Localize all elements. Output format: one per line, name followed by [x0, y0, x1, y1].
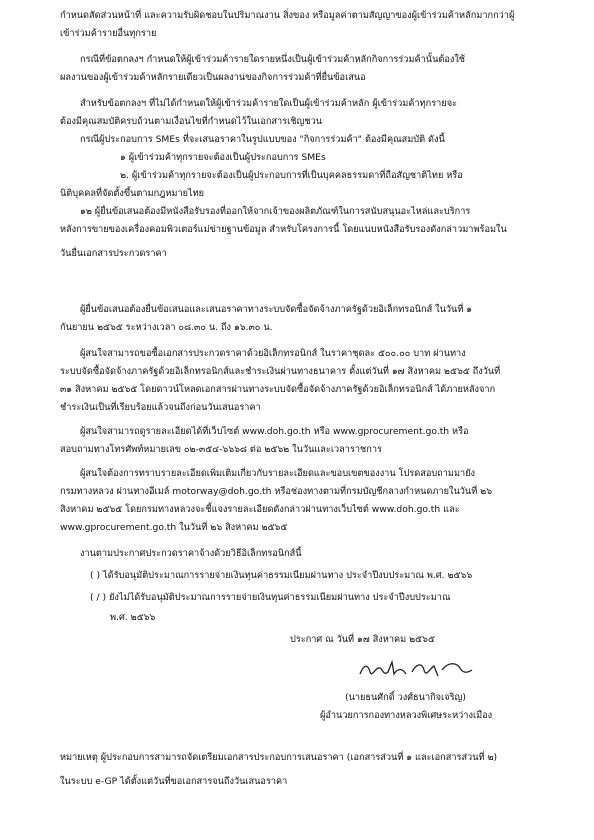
para-line-10: นิติบุคคลที่จัดตั้งขึ้นตามกฎหมายไทย: [60, 188, 205, 199]
para-line-27: www.gprocurement.go.th ในวันที่ ๒๖ สิงหาคม ๒๕๖๕: [60, 522, 288, 533]
para-line-25: กรมทางหลวง ผ่านทางอีเมล์ motorway@doh.go.th หรือช่องทางตามที่กรมบัญชีกลางกำหนดภายในวันที่ ๒๖: [60, 486, 493, 497]
para-line-3: กรณีที่ข้อตกลงฯ กำหนดให้ผู้เข้าร่วมค้ารายใดรายหนึ่งเป็นผู้เข้าร่วมค้าหลักกิจการร่วมค้านั้นต้องใช้: [80, 54, 466, 65]
para-line-6: ต้องมีคุณสมบัติครบถ้วนตามเงื่อนไขที่กำหนดไว้ในเอกสารเชิญชวน: [60, 116, 323, 127]
footnote-line-2: ในระบบ e-GP ได้ตั้งแต่วันที่ขอเอกสารจนถึงวันเสนอราคา: [60, 776, 288, 787]
para-line-19: ระบบจัดซื้อจัดจ้างภาครัฐด้วยอิเล็กทรอนิกส์และชำระเงินผ่านทางธนาคาร ตั้งแต่วันที่ ๑๗ สิงหาคม ๒๕๖๕ ถึงวันที่: [60, 366, 501, 377]
footnote-line-1: หมายเหตุ ผู้ประกอบการสามารถจัดเตรียมเอกสารประกอบการเสนอราคา (เอกสารส่วนที่ ๑ และเอกสารส่วนที่ ๒): [60, 752, 498, 763]
announce-date: ประกาศ ณ วันที่ ๑๗ สิงหาคม ๒๕๖๕: [290, 634, 435, 645]
para-line-12: หลังการขายของเครื่องคอมพิวเตอร์แม่ข่ายฐานข้อมูล สำหรับโครงการนี้ โดยแนบหนังสือรับรองดังกล่าวมาพร้อมใน: [60, 224, 507, 235]
para-line-17: กันยายน ๒๕๖๕ ระหว่างเวลา ๐๘.๓๐ น. ถึง ๑๖.๓๐ น.: [60, 322, 273, 333]
para-line-29: ( ) ได้รับอนุมัติประมาณการรายจ่ายเงินทุนค่าธรรมเนียมผ่านทาง ประจำปีงบประมาณ พ.ศ. ๒๕๖๖: [90, 570, 473, 581]
para-line-5: สำหรับข้อตกลงฯ ที่ไม่ได้กำหนดให้ผู้เข้าร่วมค้ารายใดเป็นผู้เข้าร่วมค้าหลัก ผู้เข้าร่วมค้าทุกรายจะ: [80, 98, 458, 109]
para-line-21: ชำระเงินเป็นที่เรียบร้อยแล้วจนถึงก่อนวันเสนอราคา: [60, 402, 261, 413]
para-line-13: วันยื่นเอกสารประกวดราคา: [60, 248, 167, 259]
para-line-2: เข้าร่วมค้ารายอื่นทุกราย: [60, 28, 157, 39]
para-line-31: พ.ศ. ๒๕๖๖: [110, 612, 156, 623]
para-line-23: สอบถามทางโทรศัพท์หมายเลข ๐๒-๓๕๔-๖๖๖๘ ต่อ ๒๕๖๒ ในวันและเวลาราชการ: [60, 444, 382, 455]
signature-image: [350, 652, 490, 686]
signer-title: ผู้อำนวยการกองทางหลวงพิเศษระหว่างเมือง: [320, 710, 493, 721]
para-line-24: ผู้สนใจต้องการทราบรายละเอียดเพิ่มเติมเกี่ยวกับรายละเอียดและขอบเขตของงาน โปรดสอบถามมายัง: [80, 468, 476, 479]
para-line-9: ๒. ผู้เข้าร่วมค้าทุกรายจะต้องเป็นผู้ประกอบการที่เป็นบุคคลธรรมดาที่ถือสัญชาติไทย หรือ: [120, 170, 463, 181]
para-line-28: งานตามประกาศประกวดราคาจ้างด้วยวิธีอิเล็กทรอนิกส์นี้: [80, 548, 302, 559]
para-line-18: ผู้สนใจสามารถขอซื้อเอกสารประกวดราคาด้วยอิเล็กทรอนิกส์ ในราคาชุดละ ๕๐๐.๐๐ บาท ผ่านทาง: [80, 348, 466, 359]
para-line-22: ผู้สนใจสามารถดูรายละเอียดได้ที่เว็บไซต์ www.doh.go.th หรือ www.gprocurement.go.th หรือ: [80, 426, 469, 437]
para-line-20: ๓๑ สิงหาคม ๒๕๖๕ โดยดาวน์โหลดเอกสารผ่านทางระบบจัดซื้อจัดจ้างภาครัฐด้วยอิเล็กทรอนิกส์ ได้ภายหลังจาก: [60, 384, 496, 395]
signer-name: (นายธนศักดิ์ วงศ์ธนากิจเจริญ): [345, 692, 466, 703]
para-line-1: กำหนดสัดส่วนหน้าที่ และความรับผิดชอบในปริมาณงาน สิ่งของ หรือมูลค่าตามสัญญาของผู้เข้าร่วมค้าหลักมากกว่าผู้: [60, 10, 515, 21]
para-line-26: สิงหาคม ๒๕๖๕ โดยกรมทางหลวงจะชี้แจงรายละเอียดดังกล่าวผ่านทางเว็บไซต์ www.doh.go.th และ: [60, 504, 460, 515]
para-line-11: ๑๒ ผู้ยื่นข้อเสนอต้องมีหนังสือรับรองที่ออกให้จากเจ้าของผลิตภัณฑ์ในการสนับสนุนอะไหล่และบริการ: [80, 206, 471, 217]
para-line-8: ๑ ผู้เข้าร่วมค้าทุกรายจะต้องเป็นผู้ประกอบการ SMEs: [120, 152, 326, 163]
para-line-16: ผู้ยื่นข้อเสนอต้องยื่นข้อเสนอและเสนอราคาทางระบบจัดซื้อจัดจ้างภาครัฐด้วยอิเล็กทรอนิกส์ ในวันที่ ๑: [80, 304, 473, 315]
para-line-4: ผลงานของผู้เข้าร่วมค้าหลักรายเดียวเป็นผลงานของกิจการร่วมค้าที่ยื่นข้อเสนอ: [60, 72, 366, 83]
para-line-7: กรณีผู้ประกอบการ SMEs ที่จะเสนอราคาในรูปแบบของ "กิจการร่วมค้า" ต้องมีคุณสมบัติ ดังนี้: [80, 134, 445, 145]
para-line-30: ( / ) ยังไม่ได้รับอนุมัติประมาณการรายจ่ายเงินทุนค่าธรรมเนียมผ่านทาง ประจำปีงบประมาณ: [90, 592, 451, 603]
